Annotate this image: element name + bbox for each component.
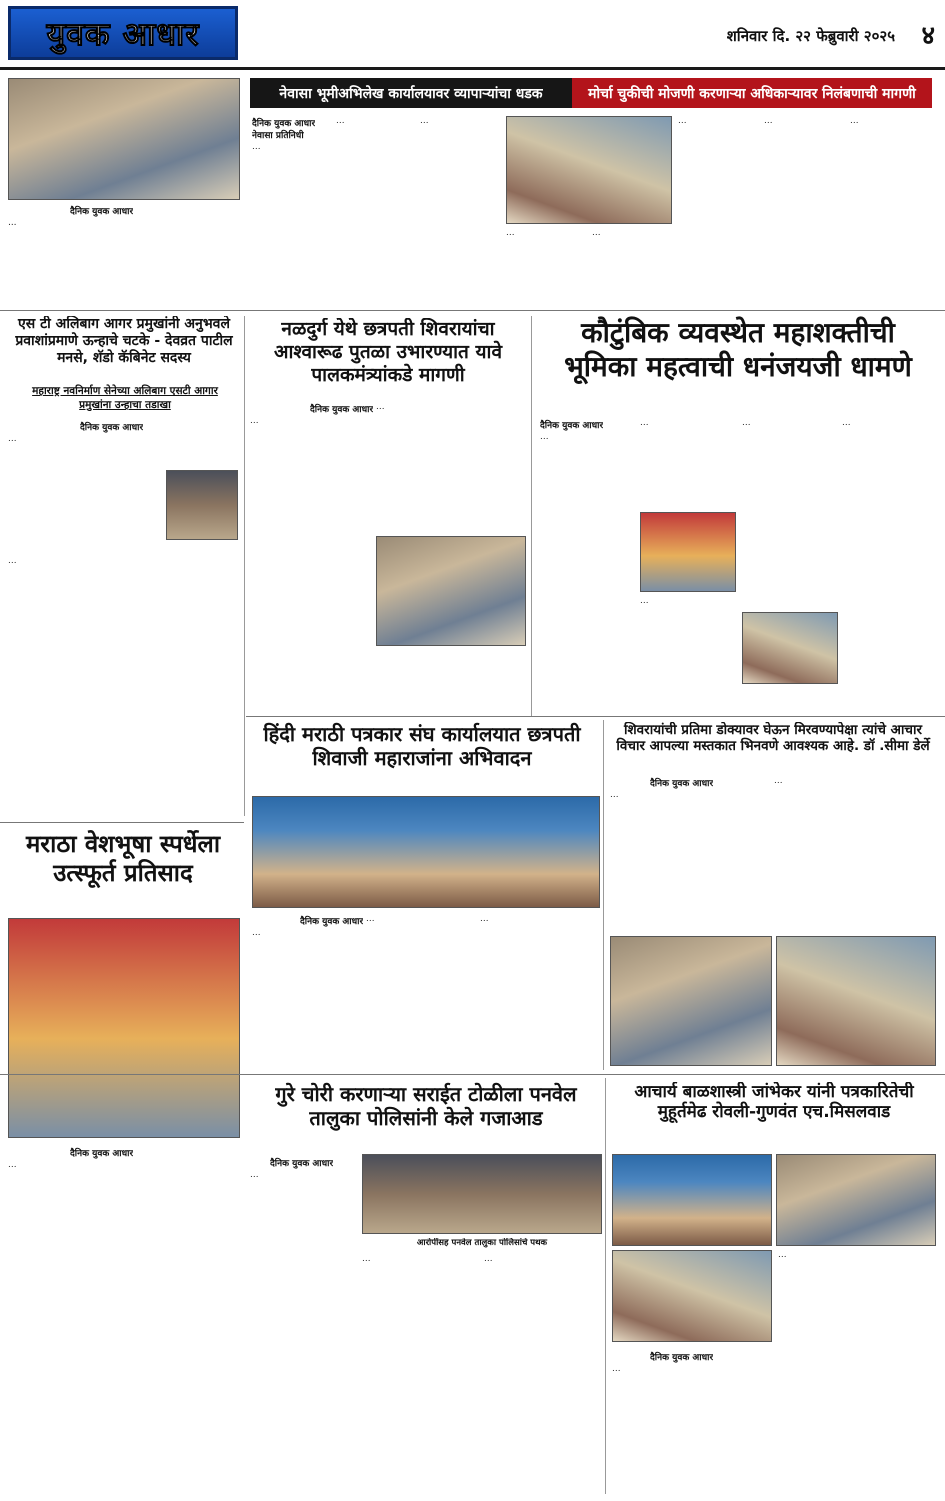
article-body: … (742, 418, 751, 428)
newspaper-title: युवक आधार (46, 14, 200, 53)
protest-photo (506, 116, 672, 224)
article-body: … (506, 228, 515, 238)
newspaper-logo (8, 6, 238, 60)
article-body: … (366, 914, 375, 924)
article-headline: नळदुर्ग येथे छत्रपती शिवरायांचा आश्वारूढ पुतळा उभारण्यात यावे पालकमंत्र्यांकडे मागणी (273, 318, 503, 386)
article-headline: हिंदी मराठी पत्रकार संघ कार्यालयात छत्रपती शिवाजी महाराजांना अभिवादन (263, 722, 581, 770)
article-body: … (336, 116, 345, 126)
photo-caption: आरोपींसह पनवेल तालुका पोलिसांचे पथक (416, 1238, 548, 1248)
article-body: … (640, 418, 649, 428)
byline: दैनिक युवक आधार (650, 779, 714, 789)
issue-date: शनिवार दि. २२ फेब्रुवारी २०२५ (726, 27, 895, 45)
divider (0, 822, 244, 823)
memorandum-photo (376, 536, 526, 646)
article-body: … (842, 418, 851, 428)
divider (0, 1074, 945, 1075)
seminar-photo-2 (776, 936, 936, 1066)
article-body: … (8, 434, 17, 444)
article-headline: शिवरायांची प्रतिमा डोक्यावर घेऊन मिरवण्यापेक्षा त्यांचे आचार विचार आपल्या मस्तकात भिनवणे आवश्यक आहे. डॉ .सीमा डेर्ले (616, 722, 930, 755)
article-headline: एस टी अलिबाग आगर प्रमुखांनी अनुभवले प्रवाशांप्रमाणे ऊन्हाचे चटके - देवव्रत पाटील मनसे, शॅडो कॅबिनेट सदस्य (15, 316, 233, 366)
divider (244, 316, 245, 816)
article-body: … (376, 402, 385, 412)
event-photo-3 (612, 1250, 772, 1342)
article-body: … (362, 1254, 371, 1264)
seminar-photo-1 (610, 936, 772, 1066)
byline: दैनिक युवक आधार (270, 1159, 334, 1169)
article-headline: कौटुंबिक व्यवस्थेत महाशक्तीची भूमिका महत्वाची धनंजयजी धामणे (564, 316, 912, 383)
event-photo-2 (776, 1154, 936, 1246)
photo-caption: … (8, 218, 17, 228)
divider (605, 1078, 606, 1494)
article-body: … (480, 914, 489, 924)
article-body: … (250, 1170, 259, 1180)
article-headline: गुरे चोरी करणाऱ्या सराईत टोळीला पनवेल तालुका पोलिसांनी केले गजाआड (275, 1082, 577, 1130)
article-body: … (678, 116, 687, 126)
article-body: … (420, 116, 429, 126)
dateline-place: नेवासा प्रतिनिधी (252, 131, 304, 141)
article-body: … (774, 776, 783, 786)
article-headline: आचार्य बाळशास्त्री जांभेकर यांनी पत्रकारितेची मुहूर्तमेढ रोवली-गुणवंत एच.मिसलवाड (634, 1082, 914, 1123)
article-body: … (252, 142, 261, 152)
article-body: … (592, 228, 601, 238)
byline: दैनिक युवक आधार (70, 207, 134, 217)
byline: दैनिक युवक आधार (310, 405, 374, 415)
article-headline: मराठा वेशभूषा स्पर्धेला उत्स्फूर्त प्रतिसाद (25, 830, 221, 887)
byline: दैनिक युवक आधार (540, 421, 604, 431)
divider (0, 310, 945, 311)
byline: दैनिक युवक आधार (80, 423, 144, 433)
article-body: … (8, 556, 17, 566)
bus-depot-photo (166, 470, 238, 540)
article-body: … (778, 1250, 787, 1260)
police-team-photo (362, 1154, 602, 1234)
byline: दैनिक युवक आधार (650, 1353, 714, 1363)
byline: दैनिक युवक आधार (70, 1149, 134, 1159)
divider (603, 720, 604, 1070)
article-subhead: महाराष्ट्र नवनिर्माण सेनेच्या अलिबाग एसटी आगार प्रमुखांना उन्हाचा तडाखा (32, 385, 218, 411)
article-body: … (610, 790, 619, 800)
article-body: … (8, 1160, 17, 1170)
byline: दैनिक युवक आधार (252, 119, 316, 129)
banner-headline-right: मोर्चा चुकीची मोजणी करणाऱ्या अधिकाऱ्यावर निलंबणाची मागणी (572, 78, 932, 108)
divider (531, 316, 532, 716)
banner-headline-left: नेवासा भूमीअभिलेख कार्यालयावर व्यापाऱ्यांचा धडक (250, 78, 572, 108)
article-body: … (484, 1254, 493, 1264)
article-body: … (540, 432, 549, 442)
divider (246, 716, 945, 717)
article-body: … (640, 596, 649, 606)
costume-contest-photo (8, 918, 240, 1138)
tribute-photo (252, 796, 600, 908)
article-body: … (764, 116, 773, 126)
article-body: … (250, 416, 259, 426)
masthead (0, 0, 945, 70)
felicitation-photo (8, 78, 240, 200)
lecture-photo-1 (640, 512, 736, 592)
article-body: … (850, 116, 859, 126)
article-body: … (612, 1364, 621, 1374)
lecture-photo-2 (742, 612, 838, 684)
article-body: … (252, 928, 261, 938)
byline: दैनिक युवक आधार (300, 917, 364, 927)
page-number: ४ (921, 21, 935, 51)
event-photo-1 (612, 1154, 772, 1246)
